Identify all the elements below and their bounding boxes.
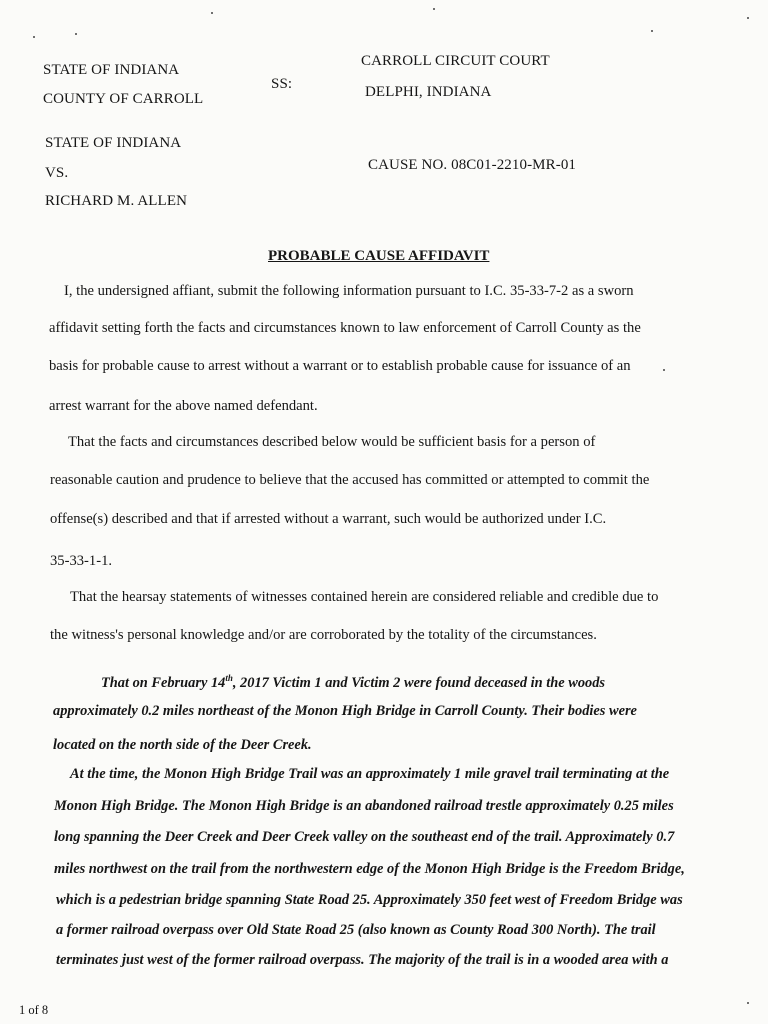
paragraph-line: affidavit setting forth the facts and circumstances known to law enforcement of Carroll County as the — [49, 320, 641, 336]
paragraph-line: which is a pedestrian bridge spanning State Road 25. Approximately 350 feet west of Freedom Bridge was — [56, 892, 683, 908]
scan-speck — [747, 17, 749, 19]
caption-county: COUNTY OF CARROLL — [43, 91, 204, 107]
paragraph-line: miles northwest on the trail from the northwestern edge of the Monon High Bridge is the Freedom Bridge, — [54, 861, 685, 877]
paragraph-line: 35-33-1-1. — [50, 553, 113, 569]
scan-speck — [433, 8, 435, 10]
paragraph-line: That the facts and circumstances described below would be sufficient basis for a person of — [68, 434, 596, 450]
caption-versus: VS. — [45, 165, 69, 181]
paragraph-line — [101, 673, 605, 692]
paragraph-line: At the time, the Monon High Bridge Trail was an approximately 1 mile gravel trail terminating at the — [70, 766, 670, 782]
paragraph-line: Monon High Bridge. The Monon High Bridge is an abandoned railroad trestle approximately 0.25 miles — [54, 798, 674, 814]
caption-ss: SS: — [271, 76, 293, 92]
paragraph-line: arrest warrant for the above named defendant. — [49, 398, 318, 414]
scan-speck — [75, 33, 77, 35]
caption-cause-number: CAUSE NO. 08C01-2210-MR-01 — [368, 157, 577, 173]
paragraph-line: located on the north side of the Deer Creek. — [53, 737, 312, 753]
paragraph-line: long spanning the Deer Creek and Deer Creek valley on the southeast end of the trail. Approximately 0.7 — [54, 829, 675, 845]
caption-location: DELPHI, INDIANA — [365, 84, 492, 100]
date-continuation: , 2017 Victim 1 and Victim 2 were found deceased in the woods — [232, 674, 606, 691]
scan-speck — [747, 1002, 749, 1004]
ordinal-suffix: th — [225, 673, 233, 683]
paragraph-line: a former railroad overpass over Old State Road 25 (also known as County Road 300 North). The trail — [56, 922, 656, 938]
scan-speck — [211, 12, 213, 14]
paragraph-line: the witness's personal knowledge and/or are corroborated by the totality of the circumstances. — [50, 627, 597, 643]
scan-speck — [663, 369, 665, 371]
paragraph-line: terminates just west of the former railroad overpass. The majority of the trail is in a wooded area with a — [56, 952, 669, 968]
paragraph-line: That the hearsay statements of witnesses contained herein are considered reliable and credible due to — [70, 589, 659, 605]
caption-defendant: RICHARD M. ALLEN — [45, 193, 188, 209]
caption-court: CARROLL CIRCUIT COURT — [361, 53, 550, 69]
paragraph-line: basis for probable cause to arrest without a warrant or to establish probable cause for issuance of an — [49, 358, 631, 374]
paragraph-line: I, the undersigned affiant, submit the following information pursuant to I.C. 35-33-7-2 as a sworn — [64, 283, 634, 299]
page-number: 1 of 8 — [19, 1003, 49, 1017]
scan-speck — [33, 36, 35, 38]
paragraph-line: reasonable caution and prudence to believe that the accused has committed or attempted to commit the — [50, 472, 650, 488]
document-title: PROBABLE CAUSE AFFIDAVIT — [268, 248, 490, 264]
caption-plaintiff: STATE OF INDIANA — [45, 135, 182, 151]
date-text: That on February 14 — [101, 674, 226, 691]
scan-speck — [651, 30, 653, 32]
paragraph-line: approximately 0.2 miles northeast of the Monon High Bridge in Carroll County. Their bodies were — [53, 703, 637, 719]
caption-state: STATE OF INDIANA — [43, 62, 180, 78]
paragraph-line: offense(s) described and that if arrested without a warrant, such would be authorized under I.C. — [50, 511, 607, 527]
